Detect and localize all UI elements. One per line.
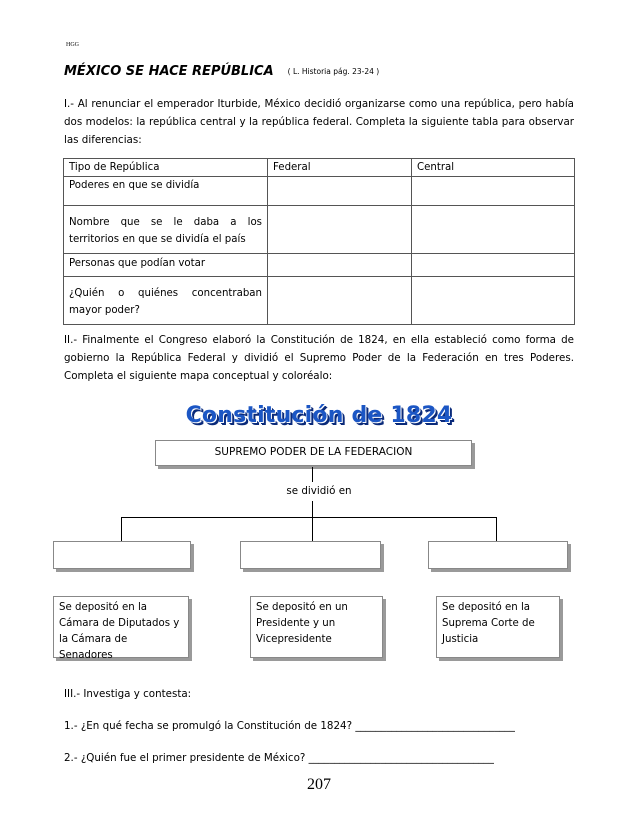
table-row	[64, 277, 575, 325]
power-name-box-ejecutivo[interactable]	[240, 541, 381, 569]
connector-line	[121, 517, 122, 541]
header-federal: Federal	[268, 159, 412, 177]
connector-line	[312, 501, 313, 518]
row-label: Nombre que se le daba a los territorios en que se dividía el país	[64, 206, 268, 254]
central-answer-cell[interactable]	[412, 206, 575, 254]
row-label: Personas que podían votar	[64, 254, 268, 277]
branch-description-box: Se depositó en la Suprema Corte de Justicia	[436, 596, 560, 658]
power-name-box-legislativo[interactable]	[53, 541, 191, 569]
table-row	[64, 206, 575, 254]
federal-answer-cell[interactable]	[268, 277, 412, 325]
federal-answer-cell[interactable]	[268, 206, 412, 254]
title-main: MÉXICO SE HACE REPÚBLICA	[64, 64, 274, 79]
section2-intro: II.- Finalmente el Congreso elaboró la Constitución de 1824, en ella estableció como forma de gobierno la República Federal y dividió el Supremo Poder de la Federación en tres Poderes. Completa el siguiente mapa conceptual y coloréalo:	[64, 334, 574, 382]
supremo-poder-box: SUPREMO PODER DE LA FEDERACION	[155, 440, 472, 466]
question-1[interactable]: 1.- ¿En qué fecha se promulgó la Constitución de 1824? _______________________________	[64, 720, 515, 732]
concept-map-title: Constitución de 1824	[185, 403, 453, 428]
federal-answer-cell[interactable]	[268, 254, 412, 277]
connector-line	[496, 517, 497, 541]
title-reference: ( L. Historia pág. 23-24 )	[287, 67, 380, 76]
header-central: Central	[412, 159, 575, 177]
question-2[interactable]: 2.- ¿Quién fue el primer presidente de México? ____________________________________	[64, 752, 494, 764]
connector-line	[312, 467, 313, 482]
header-tag: HGG	[66, 42, 79, 48]
connector-label: se dividió en	[286, 485, 352, 497]
row-label: Poderes en que se dividía	[64, 177, 268, 206]
page-title	[64, 64, 379, 79]
table-row	[64, 177, 575, 206]
section3-intro: III.- Investiga y contesta:	[64, 688, 192, 700]
table-row	[64, 254, 575, 277]
power-name-box-judicial[interactable]	[428, 541, 568, 569]
connector-line	[121, 517, 497, 518]
republic-comparison-table	[63, 158, 575, 325]
table-header-row	[64, 159, 575, 177]
branch-description-box: Se depositó en un Presidente y un Vicepresidente	[250, 596, 383, 658]
federal-answer-cell[interactable]	[268, 177, 412, 206]
connector-line	[312, 517, 313, 541]
header-tipo: Tipo de República	[64, 159, 268, 177]
central-answer-cell[interactable]	[412, 277, 575, 325]
page-number: 207	[307, 776, 331, 793]
section1-intro: I.- Al renunciar el emperador Iturbide, México decidió organizarse como una república, pero había dos modelos: la república central y la república federal. Completa la siguiente tabla para observar las diferencias:	[64, 98, 574, 146]
central-answer-cell[interactable]	[412, 254, 575, 277]
central-answer-cell[interactable]	[412, 177, 575, 206]
row-label: ¿Quién o quiénes concentraban mayor poder?	[64, 277, 268, 325]
branch-description-box: Se depositó en la Cámara de Diputados y la Cámara de Senadores	[53, 596, 189, 658]
